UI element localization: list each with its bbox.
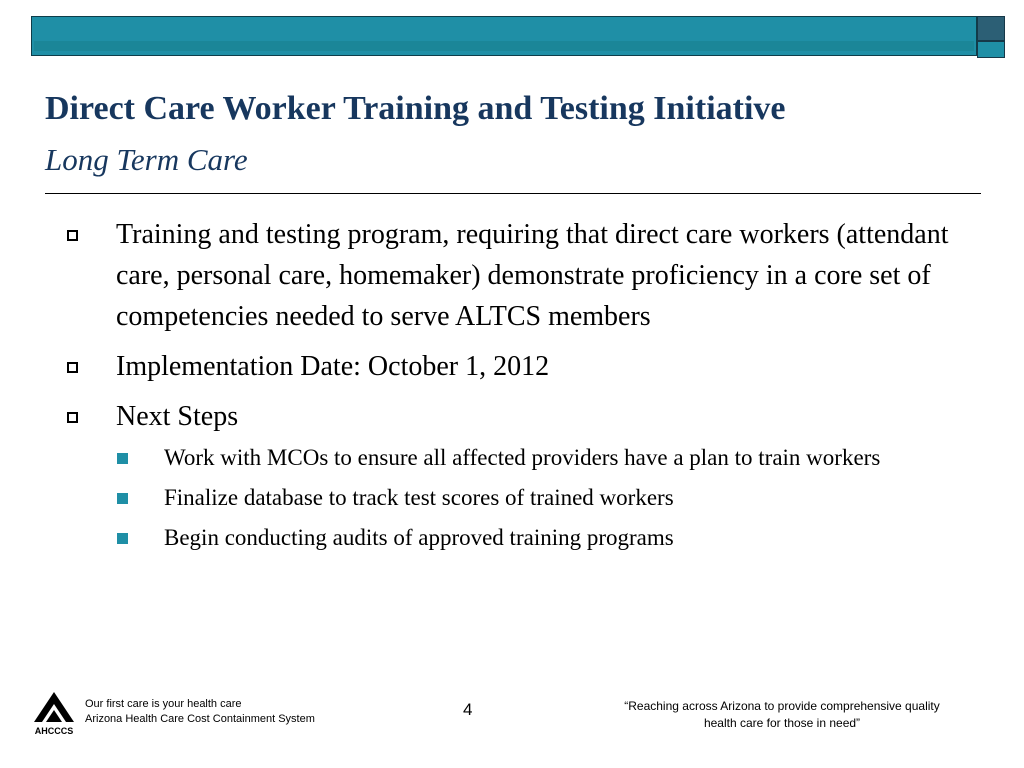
footer-left — [85, 697, 315, 727]
filled-square-bullet-icon — [117, 493, 128, 504]
sub-bullet-item — [60, 521, 960, 555]
slide-subtitle: Long Term Care — [45, 142, 248, 177]
sub-bullet-text: Begin conducting audits of approved training programs — [164, 525, 674, 550]
sub-bullet-text: Finalize database to track test scores of trained workers — [164, 485, 674, 510]
footer-quote-line2: health care for those in need” — [703, 716, 861, 730]
bullet-item — [60, 396, 960, 437]
ahcccs-logo — [28, 688, 80, 738]
footer-quote — [590, 698, 974, 732]
hollow-square-bullet-icon — [67, 412, 78, 423]
slide-title: Direct Care Worker Training and Testing Initiative — [45, 90, 786, 127]
footer-tagline: Our first care is your health care — [85, 698, 242, 710]
bullet-text: Training and testing program, requiring that direct care workers (attendant care, personal care, homemaker) demonstrate proficiency in a core set of competencies needed to serve ALTCS members — [116, 219, 949, 332]
bullet-text: Next Steps — [116, 401, 239, 432]
hollow-square-bullet-icon — [67, 230, 78, 241]
footer-org-name: Arizona Health Care Cost Containment System — [85, 713, 315, 725]
header-bar — [31, 16, 977, 56]
footer-quote-line1: “Reaching across Arizona to provide comprehensive quality — [624, 699, 940, 713]
title-divider — [45, 193, 981, 194]
bullet-text: Implementation Date: October 1, 2012 — [116, 351, 550, 382]
bullet-item — [60, 214, 960, 337]
header-square-top — [977, 16, 1005, 41]
hollow-square-bullet-icon — [67, 362, 78, 373]
header-bar-shade — [34, 41, 974, 51]
filled-square-bullet-icon — [117, 533, 128, 544]
sub-bullet-text: Work with MCOs to ensure all affected providers have a plan to train workers — [164, 445, 881, 470]
sub-bullet-item — [60, 481, 960, 515]
slide-content — [60, 214, 960, 561]
page-number: 4 — [463, 700, 473, 719]
sub-bullet-item — [60, 441, 960, 475]
header-square-bottom — [977, 41, 1005, 58]
bullet-item — [60, 346, 960, 387]
filled-square-bullet-icon — [117, 453, 128, 464]
logo-text: AHCCCS — [34, 726, 74, 736]
